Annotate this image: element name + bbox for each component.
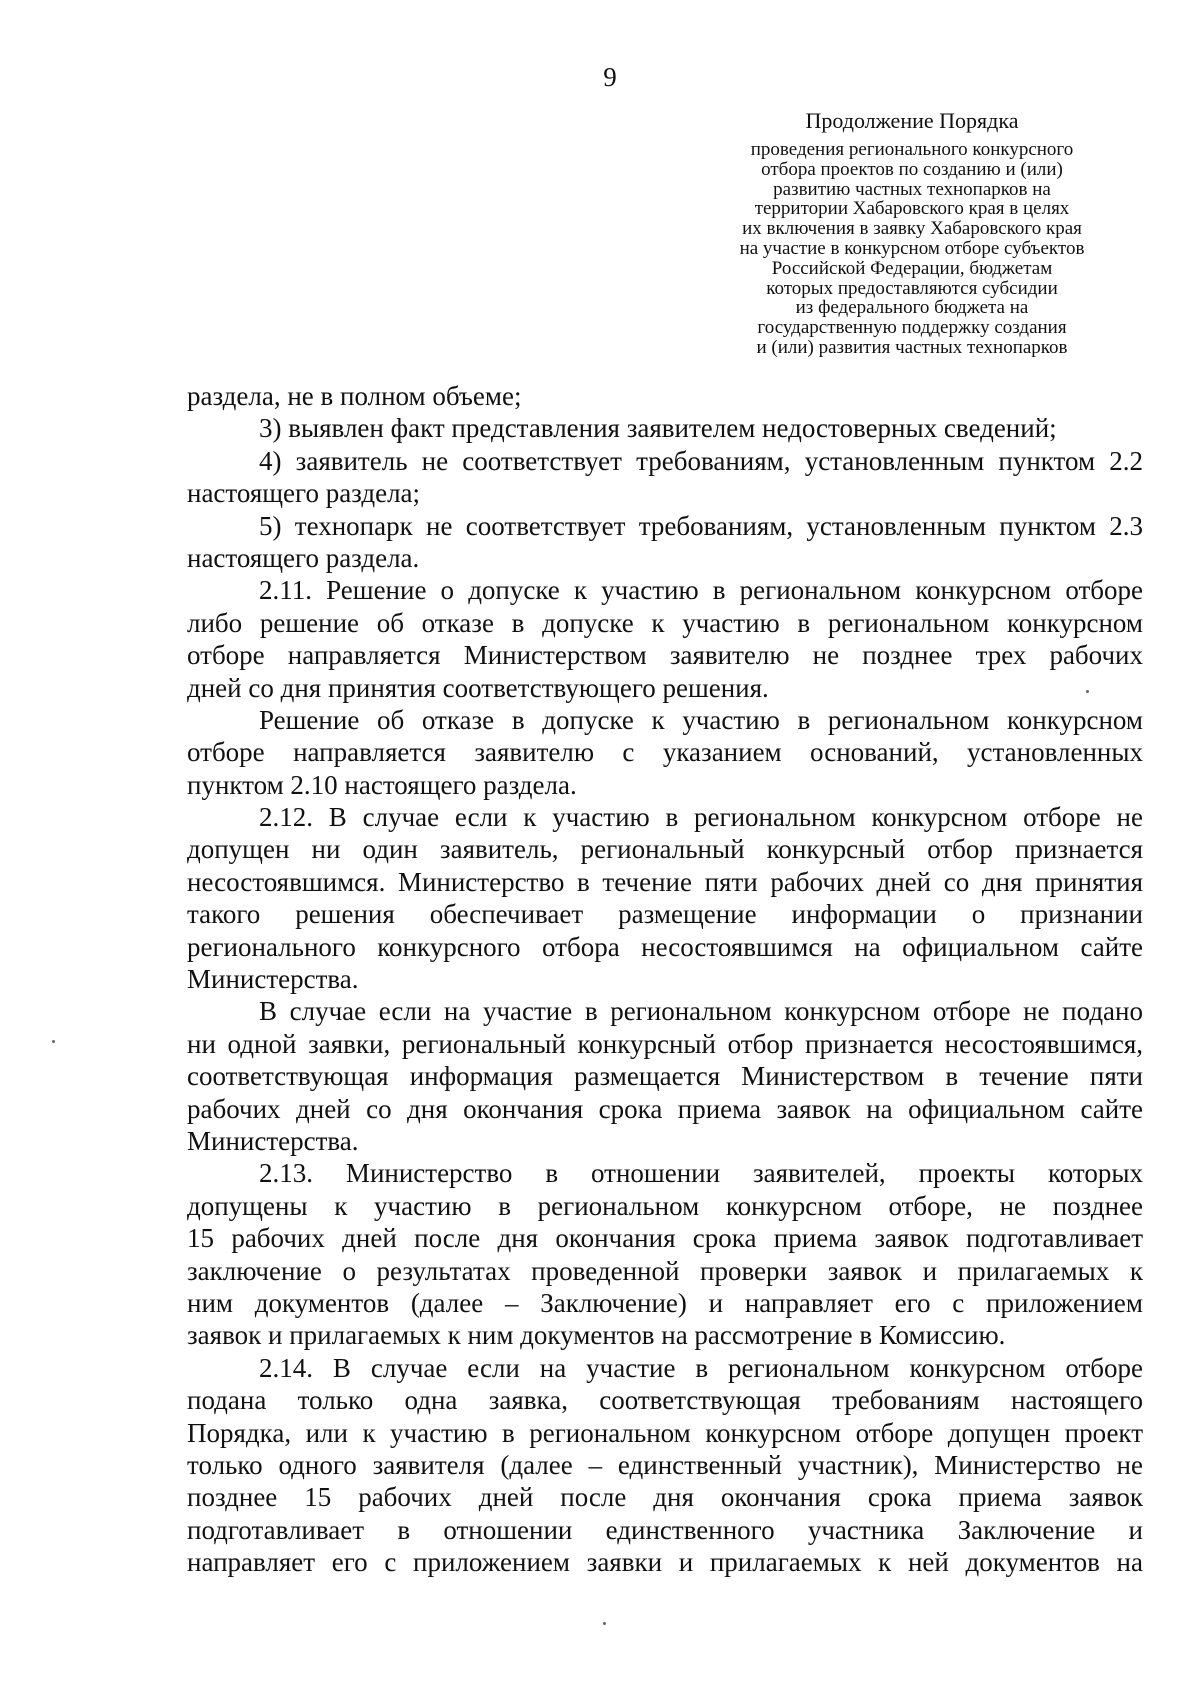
header-line: территории Хабаровского края в целях bbox=[754, 198, 1070, 220]
text-line: 15 рабочих дней после дня окончания срока приема заявок подготавливает bbox=[187, 1223, 1143, 1254]
text-line: позднее 15 рабочих дней после дня окончания срока приема заявок bbox=[187, 1482, 1143, 1513]
text-line: 2.13. Министерство в отношении заявителей, проекты которых bbox=[259, 1158, 1143, 1189]
text-line: заключение о результатах проведенной проверки заявок и прилагаемых к bbox=[187, 1255, 1143, 1286]
text-line: пунктом 2.10 настоящего раздела. bbox=[187, 769, 577, 800]
text-line: настоящего раздела; bbox=[187, 478, 421, 509]
header-line: из федерального бюджета на bbox=[795, 297, 1029, 319]
text-line: 5) технопарк не соответствует требованиям, установленным пунктом 2.3 bbox=[259, 510, 1143, 541]
text-line: настоящего раздела. bbox=[187, 542, 420, 573]
text-line: 4) заявитель не соответствует требованиям, установленным пунктом 2.2 bbox=[259, 445, 1143, 476]
text-line: Решение об отказе в допуске к участию в региональном конкурсном bbox=[259, 704, 1143, 735]
header-line: которых предоставляются субсидии bbox=[766, 277, 1058, 299]
text-line: соответствующая информация размещается Министерством в течение пяти bbox=[187, 1061, 1143, 1092]
text-line: Министерства. bbox=[187, 964, 359, 995]
text-line: 2.12. В случае если к участию в региональном конкурсном отборе не bbox=[259, 802, 1143, 833]
text-line: заявок и прилагаемых к ним документов на рассмотрение в Комиссию. bbox=[187, 1320, 1006, 1351]
header-line: развитию частных технопарков на bbox=[773, 178, 1051, 200]
page-number: 9 bbox=[603, 62, 617, 92]
text-line: несостоявшимся. Министерство в течение пяти рабочих дней со дня принятия bbox=[187, 866, 1143, 897]
header-block bbox=[682, 108, 1142, 358]
text-line: отборе направляется заявителю с указанием оснований, установленных bbox=[187, 737, 1143, 768]
text-line: допущен ни один заявитель, региональный конкурсный отбор признается bbox=[187, 834, 1143, 865]
text-line: такого решения обеспечивает размещение информации о признании bbox=[187, 899, 1143, 930]
text-line: отборе направляется Министерством заявителю не позднее трех рабочих bbox=[187, 640, 1143, 671]
scan-speck bbox=[52, 1040, 55, 1043]
text-line: либо решение об отказе в допуске к участию в региональном конкурсном bbox=[187, 607, 1143, 638]
text-line: регионального конкурсного отбора несостоявшимся на официальном сайте bbox=[187, 931, 1143, 962]
text-line: Порядка, или к участию в региональном конкурсном отборе допущен проект bbox=[187, 1417, 1143, 1448]
text-line: Министерства. bbox=[187, 1125, 359, 1156]
header-line: Российской Федерации, бюджетам bbox=[771, 257, 1053, 279]
scan-speck bbox=[1086, 690, 1089, 693]
text-line: раздела, не в полном объеме; bbox=[187, 381, 522, 411]
header-line: их включения в заявку Хабаровского края bbox=[742, 218, 1082, 240]
body-text bbox=[187, 380, 1143, 1578]
text-line: ним документов (далее – Заключение) и направляет его с приложением bbox=[187, 1287, 1143, 1318]
text-line: рабочих дней со дня окончания срока приема заявок на официальном сайте bbox=[187, 1093, 1143, 1124]
text-line: ни одной заявки, региональный конкурсный отбор признается несостоявшимся, bbox=[187, 1028, 1143, 1059]
text-line: подана только одна заявка, соответствующая требованиям настоящего bbox=[187, 1385, 1143, 1416]
text-line: 3) выявлен факт представления заявителем недостоверных сведений; bbox=[259, 413, 1057, 444]
header-line: и (или) развития частных технопарков bbox=[756, 336, 1068, 358]
text-line: направляет его с приложением заявки и прилагаемых к ней документов на bbox=[187, 1547, 1143, 1578]
header-line: государственную поддержку создания bbox=[757, 317, 1067, 339]
text-line: В случае если на участие в региональном конкурсном отборе не подано bbox=[259, 996, 1143, 1027]
text-line: 2.11. Решение о допуске к участию в региональном конкурсном отборе bbox=[259, 575, 1143, 606]
header-title: Продолжение Порядка bbox=[805, 108, 1019, 133]
text-line: 2.14. В случае если на участие в региональном конкурсном отборе bbox=[259, 1352, 1143, 1383]
header-line: проведения регионального конкурсного bbox=[750, 139, 1074, 160]
text-line: только одного заявителя (далее – единственный участник), Министерство не bbox=[187, 1449, 1143, 1480]
text-line: подготавливает в отношении единственного участника Заключение и bbox=[187, 1514, 1143, 1545]
text-line: дней со дня принятия соответствующего решения. bbox=[187, 672, 769, 703]
header-line: отбора проектов по созданию и (или) bbox=[761, 158, 1063, 180]
scan-speck bbox=[603, 1622, 606, 1625]
text-line: допущены к участию в региональном конкурсном отборе, не позднее bbox=[187, 1190, 1143, 1221]
header-line: на участие в конкурсном отборе субъектов bbox=[739, 237, 1085, 259]
